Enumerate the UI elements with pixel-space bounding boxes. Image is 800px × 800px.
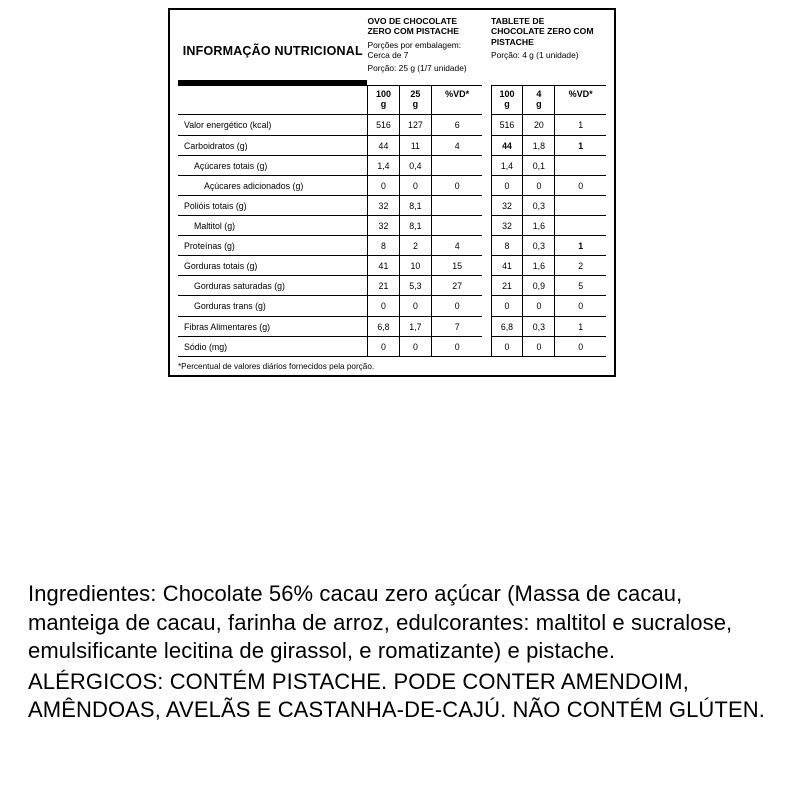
row-label: Sódio (mg) [178, 336, 367, 356]
nutrition-footnote: *Percentual de valores diários fornecidos pela porção. [178, 356, 606, 371]
product-1-portion: Porção: 25 g (1/7 unidade) [367, 63, 467, 74]
row-value-aportion: 10 [399, 256, 431, 276]
col-a-portion-unit: g [412, 99, 419, 110]
row-label: Proteínas (g) [178, 236, 367, 256]
row-value-aportion: 0 [399, 336, 431, 356]
product-2-portion: Porção: 4 g (1 unidade) [491, 50, 579, 61]
product-1-servings: Porções por embalagem: Cerca de 7 [367, 39, 462, 61]
row-label: Gorduras totais (g) [178, 256, 367, 276]
row-gap [482, 175, 491, 195]
col-b-portion-unit: g [536, 99, 542, 110]
table-row [178, 115, 606, 135]
row-value-avd: 7 [431, 316, 482, 336]
column-gap-2 [482, 85, 491, 115]
row-value-a100: 0 [367, 336, 399, 356]
row-value-bvd: 0 [555, 296, 606, 316]
col-a-100g-num: 100 [375, 88, 391, 99]
row-gap [482, 296, 491, 316]
row-label: Fibras Alimentares (g) [178, 316, 367, 336]
row-value-a100: 44 [367, 135, 399, 155]
row-value-b100: 1,4 [491, 155, 523, 175]
row-label: Valor energético (kcal) [178, 115, 367, 135]
row-value-bportion: 0,3 [523, 236, 555, 256]
row-value-bportion: 0,1 [523, 155, 555, 175]
row-value-bvd: 5 [555, 276, 606, 296]
row-value-a100: 516 [367, 115, 399, 135]
row-label: Maltitol (g) [178, 215, 367, 235]
row-value-bvd: 1 [555, 115, 606, 135]
table-row [178, 236, 606, 256]
row-value-b100: 32 [491, 195, 523, 215]
col-a-portion [399, 85, 431, 115]
row-value-b100: 41 [491, 256, 523, 276]
row-value-avd: 15 [431, 256, 482, 276]
nutrition-facts-panel [168, 8, 616, 377]
row-value-a100: 32 [367, 215, 399, 235]
row-value-aportion: 8,1 [399, 195, 431, 215]
nutrition-header-row [178, 16, 606, 74]
row-value-bvd: 1 [555, 236, 606, 256]
table-row [178, 175, 606, 195]
product-2-name: TABLETE DE CHOCOLATE ZERO COM PISTACHE [491, 16, 594, 47]
allergens-text: ALÉRGICOS: CONTÉM PISTACHE. PODE CONTER AMENDOIM, AMÊNDOAS, AVELÃS E CASTANHA-DE-CAJÚ. NÃO CONTÉM GLÚTEN. [28, 668, 765, 723]
row-gap [482, 316, 491, 336]
col-a-vd: %VD* [431, 85, 482, 115]
col-b-100g-num: 100 [499, 88, 515, 99]
table-row [178, 336, 606, 356]
col-b-vd: %VD* [555, 85, 606, 115]
row-value-aportion: 127 [399, 115, 431, 135]
table-row [178, 215, 606, 235]
col-a-100g [367, 85, 399, 115]
row-gap [482, 115, 491, 135]
row-value-aportion: 0,4 [399, 155, 431, 175]
table-row [178, 296, 606, 316]
row-value-bportion: 0 [523, 336, 555, 356]
row-value-b100: 32 [491, 215, 523, 235]
row-value-bportion: 0 [523, 296, 555, 316]
row-label: Gorduras trans (g) [178, 296, 367, 316]
row-value-b100: 8 [491, 236, 523, 256]
row-label: Carboidratos (g) [178, 135, 367, 155]
row-value-bportion: 0,3 [523, 316, 555, 336]
row-value-b100: 0 [491, 175, 523, 195]
thick-rule-row [178, 74, 606, 86]
col-b-100g-unit: g [504, 99, 510, 110]
product-1-header [367, 16, 482, 74]
spacer-b [491, 74, 606, 86]
nutrition-table [178, 16, 606, 356]
column-header-row [178, 85, 606, 115]
row-value-a100: 41 [367, 256, 399, 276]
column-gap [482, 16, 491, 74]
row-value-aportion: 0 [399, 296, 431, 316]
row-value-avd: 6 [431, 115, 482, 135]
table-row [178, 195, 606, 215]
row-value-bvd: 0 [555, 175, 606, 195]
row-value-bvd: 1 [555, 135, 606, 155]
row-value-a100: 6,8 [367, 316, 399, 336]
row-value-avd: 27 [431, 276, 482, 296]
row-value-aportion: 1,7 [399, 316, 431, 336]
row-value-a100: 0 [367, 175, 399, 195]
row-value-avd: 0 [431, 336, 482, 356]
row-value-a100: 8 [367, 236, 399, 256]
row-value-avd: 0 [431, 296, 482, 316]
table-row [178, 135, 606, 155]
row-value-b100: 0 [491, 336, 523, 356]
row-value-avd: 4 [431, 236, 482, 256]
row-value-aportion: 0 [399, 175, 431, 195]
col-a-100g-unit: g [380, 99, 387, 110]
row-value-bportion: 1,6 [523, 256, 555, 276]
row-value-bportion: 20 [523, 115, 555, 135]
row-value-bvd: 0 [555, 336, 606, 356]
row-value-avd: 0 [431, 175, 482, 195]
row-gap [482, 135, 491, 155]
row-value-bportion: 0,9 [523, 276, 555, 296]
row-value-avd [431, 215, 482, 235]
row-value-b100: 21 [491, 276, 523, 296]
row-value-bportion: 1,8 [523, 135, 555, 155]
nutrition-title: INFORMAÇÃO NUTRICIONAL [182, 44, 363, 58]
row-label: Açúcares totais (g) [178, 155, 367, 175]
row-value-aportion: 11 [399, 135, 431, 155]
row-gap [482, 195, 491, 215]
table-row [178, 276, 606, 296]
row-gap [482, 215, 491, 235]
col-b-100g [491, 85, 523, 115]
row-value-avd [431, 155, 482, 175]
row-label: Polióis totais (g) [178, 195, 367, 215]
row-gap [482, 256, 491, 276]
row-value-a100: 1,4 [367, 155, 399, 175]
row-gap [482, 276, 491, 296]
ingredients-block [28, 580, 773, 725]
row-value-b100: 6,8 [491, 316, 523, 336]
row-value-bportion: 1,6 [523, 215, 555, 235]
col-b-portion-num: 4 [536, 88, 542, 99]
row-value-bportion: 0,3 [523, 195, 555, 215]
row-gap [482, 336, 491, 356]
row-value-b100: 44 [491, 135, 523, 155]
row-value-bvd: 2 [555, 256, 606, 276]
product-1-name: OVO DE CHOCOLATE ZERO COM PISTACHE [367, 16, 459, 37]
col-b-portion [523, 85, 555, 115]
row-value-avd: 4 [431, 135, 482, 155]
row-value-a100: 21 [367, 276, 399, 296]
row-value-a100: 0 [367, 296, 399, 316]
row-gap [482, 236, 491, 256]
row-label: Gorduras saturadas (g) [178, 276, 367, 296]
ingredients-text: Ingredientes: Chocolate 56% cacau zero açúcar (Massa de cacau, manteiga de cacau, farinha de arroz, edulcorantes: maltitol e sucralose, emulsificante lecitina de girassol, e romatizante) e pistache. [28, 581, 733, 664]
column-header-blank [178, 85, 367, 115]
spacer-a [367, 74, 482, 86]
row-value-b100: 516 [491, 115, 523, 135]
row-gap [482, 155, 491, 175]
table-row [178, 155, 606, 175]
row-value-aportion: 8,1 [399, 215, 431, 235]
product-2-header [491, 16, 606, 74]
row-value-aportion: 2 [399, 236, 431, 256]
table-row [178, 256, 606, 276]
row-value-avd [431, 195, 482, 215]
row-value-b100: 0 [491, 296, 523, 316]
table-row [178, 316, 606, 336]
row-value-bvd [555, 155, 606, 175]
row-value-bvd [555, 195, 606, 215]
row-value-aportion: 5,3 [399, 276, 431, 296]
thick-rule [178, 74, 367, 86]
row-value-a100: 32 [367, 195, 399, 215]
row-value-bvd [555, 215, 606, 235]
row-value-bportion: 0 [523, 175, 555, 195]
row-value-bvd: 1 [555, 316, 606, 336]
spacer-gap [482, 74, 491, 86]
col-a-portion-num: 25 [410, 88, 421, 99]
row-label: Açúcares adicionados (g) [178, 175, 367, 195]
